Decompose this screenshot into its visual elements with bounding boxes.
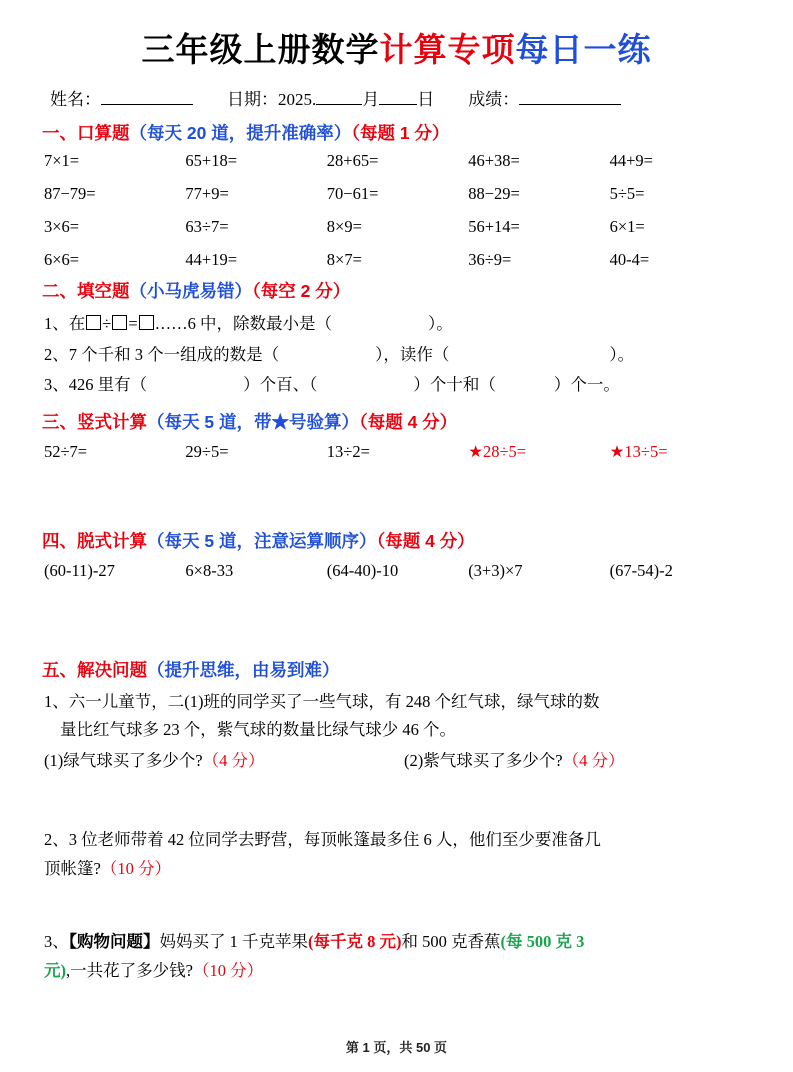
wp3-index: 3、 bbox=[44, 931, 69, 951]
oral-problem: 70−61= bbox=[326, 184, 379, 203]
oral-problem: 5÷5= bbox=[609, 184, 645, 203]
section-1-points: （每题 1 分） bbox=[351, 123, 450, 143]
oral-problem: 63÷7= bbox=[185, 217, 229, 236]
wp1-sub-b-text: (2)紫气球买了多少个? bbox=[404, 751, 563, 771]
name-field bbox=[50, 85, 193, 110]
wp1-sub-b bbox=[404, 747, 624, 776]
date-month-label: 月 bbox=[362, 90, 380, 109]
title-part-3: 每日一练 bbox=[515, 31, 652, 68]
wp1-work-area bbox=[42, 776, 751, 820]
wp2-line-1: 2、3 位老师带着 42 位同学去野营，每顶帐篷最多住 6 人，他们至少要准备几 bbox=[44, 830, 601, 850]
vertical-calc-grid bbox=[44, 442, 751, 462]
expression-problem: (60-11)-27 bbox=[44, 560, 115, 580]
vertical-problem: 29÷5= bbox=[185, 441, 229, 461]
oral-problem: 7×1= bbox=[44, 151, 80, 170]
oral-problem: 44+19= bbox=[185, 250, 238, 269]
score-field bbox=[468, 85, 621, 110]
wp2-line-2-text: 顶帐篷? bbox=[44, 859, 101, 879]
oral-problem: 8×7= bbox=[326, 250, 362, 269]
word-problem-3 bbox=[44, 928, 751, 986]
wp3-line-1 bbox=[44, 928, 751, 957]
oral-problem: 28+65= bbox=[326, 151, 379, 170]
section-3-points: （每题 4 分） bbox=[358, 411, 458, 432]
fill-blank-item-3 bbox=[44, 370, 751, 401]
oral-problem: 36÷9= bbox=[468, 250, 512, 269]
wp3-text-3: ,一共花了多少钱? bbox=[66, 960, 193, 980]
wp1-subquestions bbox=[44, 747, 751, 776]
date-field bbox=[227, 85, 434, 110]
title-part-1: 三年级上册数学 bbox=[141, 31, 380, 68]
wp3-rate-apple: (每千克 8 元) bbox=[308, 931, 402, 951]
fb2-b: ），读作（ bbox=[375, 344, 450, 364]
name-label: 姓名： bbox=[50, 90, 101, 109]
section-2-heading bbox=[42, 278, 751, 303]
wp3-points: （10 分） bbox=[192, 960, 264, 980]
expression-problem: 6×8-33 bbox=[185, 560, 234, 580]
date-month-blank[interactable] bbox=[316, 104, 362, 105]
fill-blank-list bbox=[44, 309, 751, 401]
fb3-d: ）个一。 bbox=[553, 375, 620, 395]
oral-problem: 56+14= bbox=[468, 217, 520, 236]
oral-problem: 8×9= bbox=[326, 217, 362, 236]
fb2-a: 2、7 个千和 3 个一组成的数是（ bbox=[44, 344, 280, 364]
wp3-text-1: 妈妈买了 1 千克苹果 bbox=[159, 931, 308, 951]
expression-problem: (3+3)×7 bbox=[468, 560, 523, 580]
fb3-a: 3、426 里有（ bbox=[44, 375, 148, 395]
vertical-problem-starred: ★28÷5= bbox=[468, 441, 527, 461]
oral-calc-grid bbox=[44, 151, 751, 270]
page-title bbox=[42, 24, 751, 71]
section-1-note: （每天 20 道，提升准确率） bbox=[129, 123, 352, 143]
wp3-rate-banana: (每 500 克 3 bbox=[500, 931, 585, 951]
expression-problem: (64-40)-10 bbox=[326, 560, 399, 580]
fb1-box-a[interactable] bbox=[86, 315, 101, 330]
wp3-line-2 bbox=[44, 957, 751, 986]
wp1-line-2: 量比红气球多 23 个，紫气球的数量比绿气球少 46 个。 bbox=[60, 720, 456, 740]
word-problem-2 bbox=[44, 826, 751, 884]
section-4-note: （每天 5 道，注意运算顺序） bbox=[147, 530, 377, 551]
wp2-work-area bbox=[42, 884, 751, 922]
expression-calc-grid bbox=[44, 561, 751, 581]
fb2-c: ）。 bbox=[609, 344, 635, 364]
section-4-points: （每题 4 分） bbox=[376, 530, 475, 551]
date-label: 日期：2025. bbox=[227, 90, 317, 109]
fb1-mid: ÷ bbox=[102, 314, 112, 333]
fb1-tail: ）。 bbox=[428, 314, 453, 333]
expression-problem: (67-54)-2 bbox=[609, 560, 673, 580]
section-5-note: （提升思维，由易到难） bbox=[147, 659, 340, 680]
fill-blank-item-1 bbox=[44, 309, 751, 340]
fb3-b: ）个百、（ bbox=[243, 375, 318, 395]
wp2-points: （10 分） bbox=[100, 859, 171, 879]
section-3-note: （每天 5 道，带★号验算） bbox=[147, 411, 359, 432]
section-5-title: 五、解决问题 bbox=[42, 659, 147, 680]
section-3-heading bbox=[42, 409, 751, 434]
wp3-rate-banana-cont: 元) bbox=[44, 960, 66, 980]
fb1-box-b[interactable] bbox=[112, 315, 127, 330]
fb1-box-c[interactable] bbox=[139, 315, 154, 330]
section-2-note: （小马虎易错） bbox=[129, 281, 252, 301]
score-label: 成绩： bbox=[468, 90, 520, 109]
oral-problem: 6×1= bbox=[609, 217, 645, 236]
section-2-points: （每空 2 分） bbox=[252, 281, 351, 301]
wp1-sub-a bbox=[44, 747, 404, 776]
section-1-title: 一、口算题 bbox=[42, 123, 130, 143]
oral-problem: 3×6= bbox=[44, 217, 80, 236]
oral-problem: 44+9= bbox=[609, 151, 653, 170]
section-4-title: 四、脱式计算 bbox=[42, 530, 147, 551]
fb1-mid2: = bbox=[128, 314, 138, 333]
oral-problem: 65+18= bbox=[185, 151, 238, 170]
fb1-post: ……6 中，除数最小是（ bbox=[154, 314, 332, 333]
section-5-heading bbox=[42, 657, 751, 682]
vertical-problem: 52÷7= bbox=[44, 441, 88, 461]
score-blank[interactable] bbox=[519, 104, 621, 105]
vertical-problem-starred: ★13÷5= bbox=[609, 441, 668, 461]
name-blank[interactable] bbox=[101, 104, 193, 105]
word-problem-1 bbox=[44, 688, 751, 777]
wp1-sub-b-points: （4 分） bbox=[562, 751, 625, 771]
expression-work-area bbox=[42, 581, 751, 649]
section-4-heading bbox=[42, 528, 751, 553]
section-2-title: 二、填空题 bbox=[42, 281, 130, 301]
wp1-sub-a-text: (1)绿气球买了多少个? bbox=[44, 751, 203, 771]
date-day-blank[interactable] bbox=[379, 104, 417, 105]
fill-blank-item-2 bbox=[44, 340, 751, 371]
oral-problem: 87−79= bbox=[44, 184, 96, 203]
title-part-2: 计算专项 bbox=[379, 31, 516, 68]
oral-problem: 77+9= bbox=[185, 184, 229, 203]
wp3-tag: 【购物问题】 bbox=[68, 931, 160, 951]
wp3-text-2: 和 500 克香蕉 bbox=[401, 931, 501, 951]
oral-problem: 46+38= bbox=[468, 151, 520, 170]
vertical-work-area bbox=[42, 462, 751, 520]
oral-problem: 6×6= bbox=[44, 250, 80, 269]
wp2-line-2 bbox=[44, 855, 751, 884]
student-info-line bbox=[50, 85, 743, 110]
wp1-line-1: 1、六一儿童节，二(1)班的同学买了一些气球，有 248 个红气球，绿气球的数 bbox=[44, 691, 600, 711]
section-1-heading bbox=[42, 120, 751, 145]
fb1-pre: 1、在 bbox=[44, 314, 86, 333]
date-day-label: 日 bbox=[417, 90, 435, 109]
vertical-problem: 13÷2= bbox=[326, 441, 370, 461]
fb3-c: ）个十和（ bbox=[413, 375, 496, 395]
page-footer: 第 1 页，共 50 页 bbox=[345, 1040, 448, 1055]
oral-problem: 40-4= bbox=[609, 250, 650, 269]
section-3-title: 三、竖式计算 bbox=[42, 411, 147, 432]
oral-problem: 88−29= bbox=[468, 184, 520, 203]
wp1-sub-a-points: （4 分） bbox=[202, 751, 265, 771]
